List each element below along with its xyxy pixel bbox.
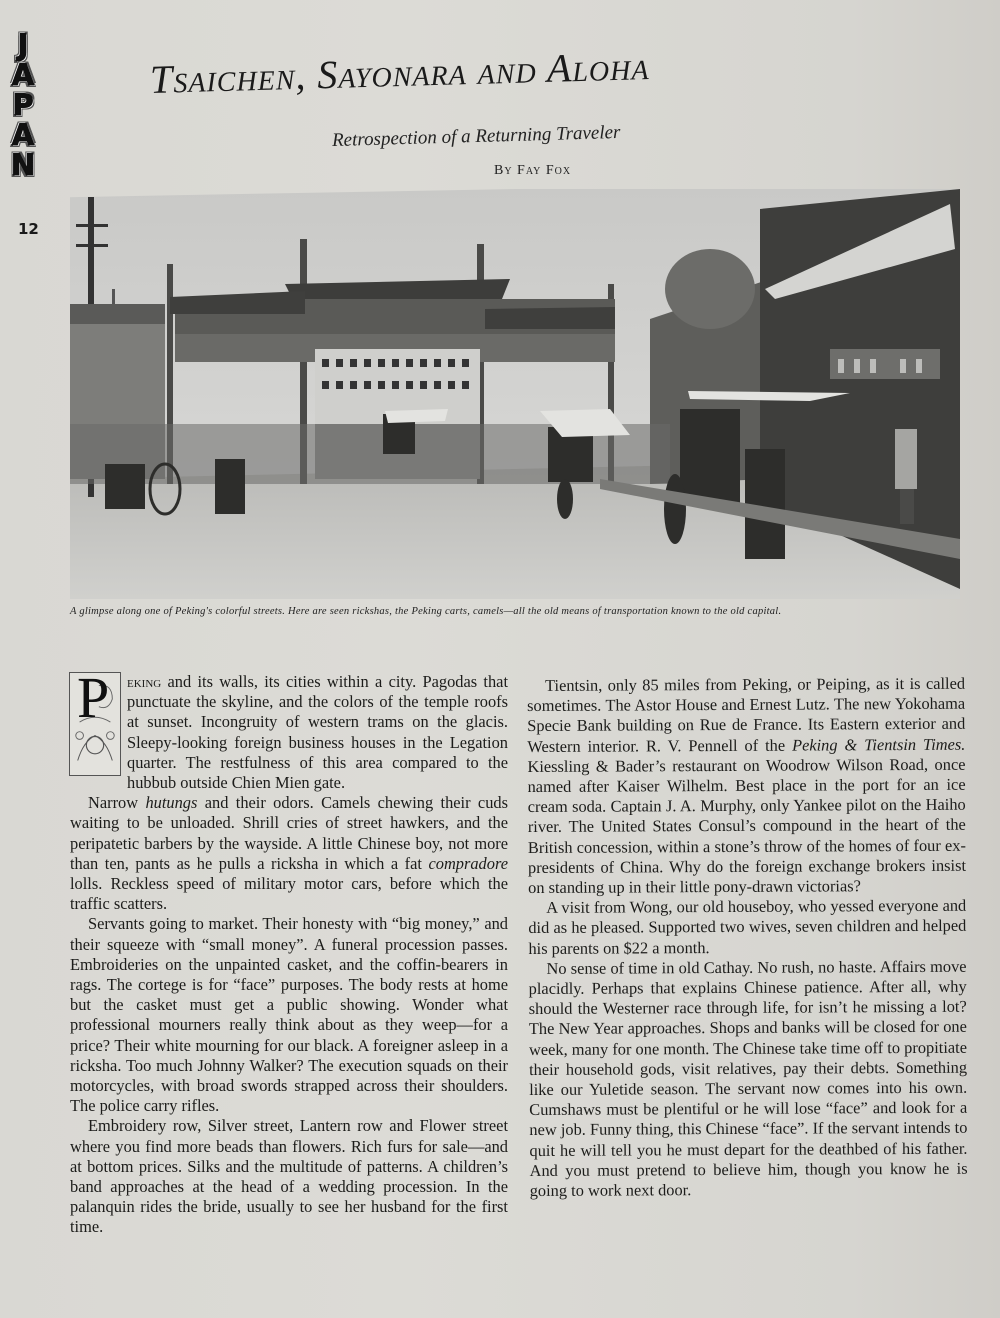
spine-letter: A (11, 118, 35, 152)
article-paragraph (70, 665, 508, 793)
paragraph-text: Tientsin, only 85 miles from Peking, or Peiping, as it is called sometimes. The Astor House and Ernest Lutz. The new Yokohama Specie Bank building on Rue de France. Its Eastern exterior and Western interior. R. V. Pennell of the (527, 673, 966, 756)
article-paragraph (527, 674, 966, 899)
article-paragraph: Embroidery row, Silver street, Lantern row and Flower street where you find more beads than flowers. Rich furs for sale—and at bottom prices. Silks and the multitude of patterns. A children’s band approaches at the head of a wedding procession. In the palanquin rides the bride, usually to see her husband for the first time. (70, 1116, 508, 1237)
paragraph-text: Kiessling & Bader’s restaurant on Woodrow Wilson Road, once named after Kaiser Wilhelm. Best place in the port for an ice cream soda. Captain J. A. Murphy, only Yankee pilot on the Haiho river. The United States Consul’s compound in the heart of the British concession, within a stone’s throw of the homes of four ex-presidents of China. Why do the foreign exchange brokers insist on standing up in their little pony-drawn victorias? (527, 754, 967, 898)
article-paragraph: Servants going to market. Their honesty with “big money,” and their squeeze with “small money”. A funeral procession passes. Embroideries on the unpainted casket, and the coffin-bearers in rags. The cortege is for “face” purposes. The body rests at home but the casket must get a public showing. Wonder what professional mourners really think about as they weep—for a price? Their white mourning for our black. A foreigner asleep in a ricksha. Too much Johnny Walker? The execution squads on their motorcycles, with broad swords strapped across their shoulders. The police carry rifles. (70, 914, 508, 1116)
italic-term: Peking & Tientsin Times. (791, 734, 966, 755)
article-right-column (527, 674, 968, 1202)
paragraph-text: and its walls, its cities within a city. Pagodas that punctuate the skyline, and the colors of the temple roofs at sunset. Incongruity of western trams on the glacis. Sleepy-looking foreign business houses in the Legation quarter. The restfulness of this area compared to the hubbub outside Chien Mien gate. (127, 672, 508, 793)
byline: By Fay Fox (494, 163, 572, 178)
spine-letter: N (10, 148, 36, 182)
drop-cap-letter: P (77, 665, 110, 730)
article-paragraph: No sense of time in old Cathay. No rush, no haste. Affairs move placidly. Perhaps that explains Chinese patience. After all, why should the Westerner race through life, for isn’t he missing a lot? The New Year approaches. Shops and banks will be closed for one week, many for one month. The Chinese take time off to propitiate their household gods, visit relatives, pay their debts. Something like our Yuletide season. The servant now comes into his own. Cumshaws must be plentiful or he will lose “face” and look for a new job. Funny thing, this Chinese “face”. If the servant intends to quit he will tell you he must depart for the deathbed of his father. And you must pretend to believe him, though you know he is going to work next door. (528, 956, 968, 1201)
italic-term: hutungs (145, 793, 198, 813)
spine-letter: A (11, 58, 35, 92)
article-subtitle: Retrospection of a Returning Traveler (331, 121, 621, 152)
spine-letter: P (12, 88, 34, 122)
lead-word: eking (127, 672, 162, 691)
magazine-spine-logo (2, 30, 44, 180)
italic-term: compradore (428, 853, 508, 873)
article-left-column (70, 665, 508, 1238)
article-paragraph: A visit from Wong, our old houseboy, who yessed everyone and did as he pleased. Supported two wives, seven children and helped his parents on $22 a month. (528, 895, 967, 958)
article-title: Tsaichen, Sayonara and Aloha (149, 43, 650, 102)
peking-street-photo-illustration (70, 189, 960, 599)
street-photo (70, 189, 960, 599)
spine-letter: J (17, 28, 29, 62)
paragraph-text: lolls. Reckless speed of military motor cars, before which the traffic scatters. (70, 874, 508, 914)
page-number: 12 (18, 220, 39, 238)
paragraph-text: and their odors. Camels chewing their cuds waiting to be unloaded. Shrill cries of street hawkers, and the peripatetic barbers by the wayside. A little Chinese boy, not more than ten, pants as he pulls a ricksha in which a fat (70, 793, 508, 873)
article-paragraph (70, 793, 508, 914)
photo-caption: A glimpse along one of Peking's colorful streets. Here are seen rickshas, the Peking carts, camels—all the old means of transportation known to the old capital. (70, 606, 782, 617)
paragraph-text: Narrow (88, 793, 146, 813)
decorative-drop-cap (69, 665, 121, 776)
